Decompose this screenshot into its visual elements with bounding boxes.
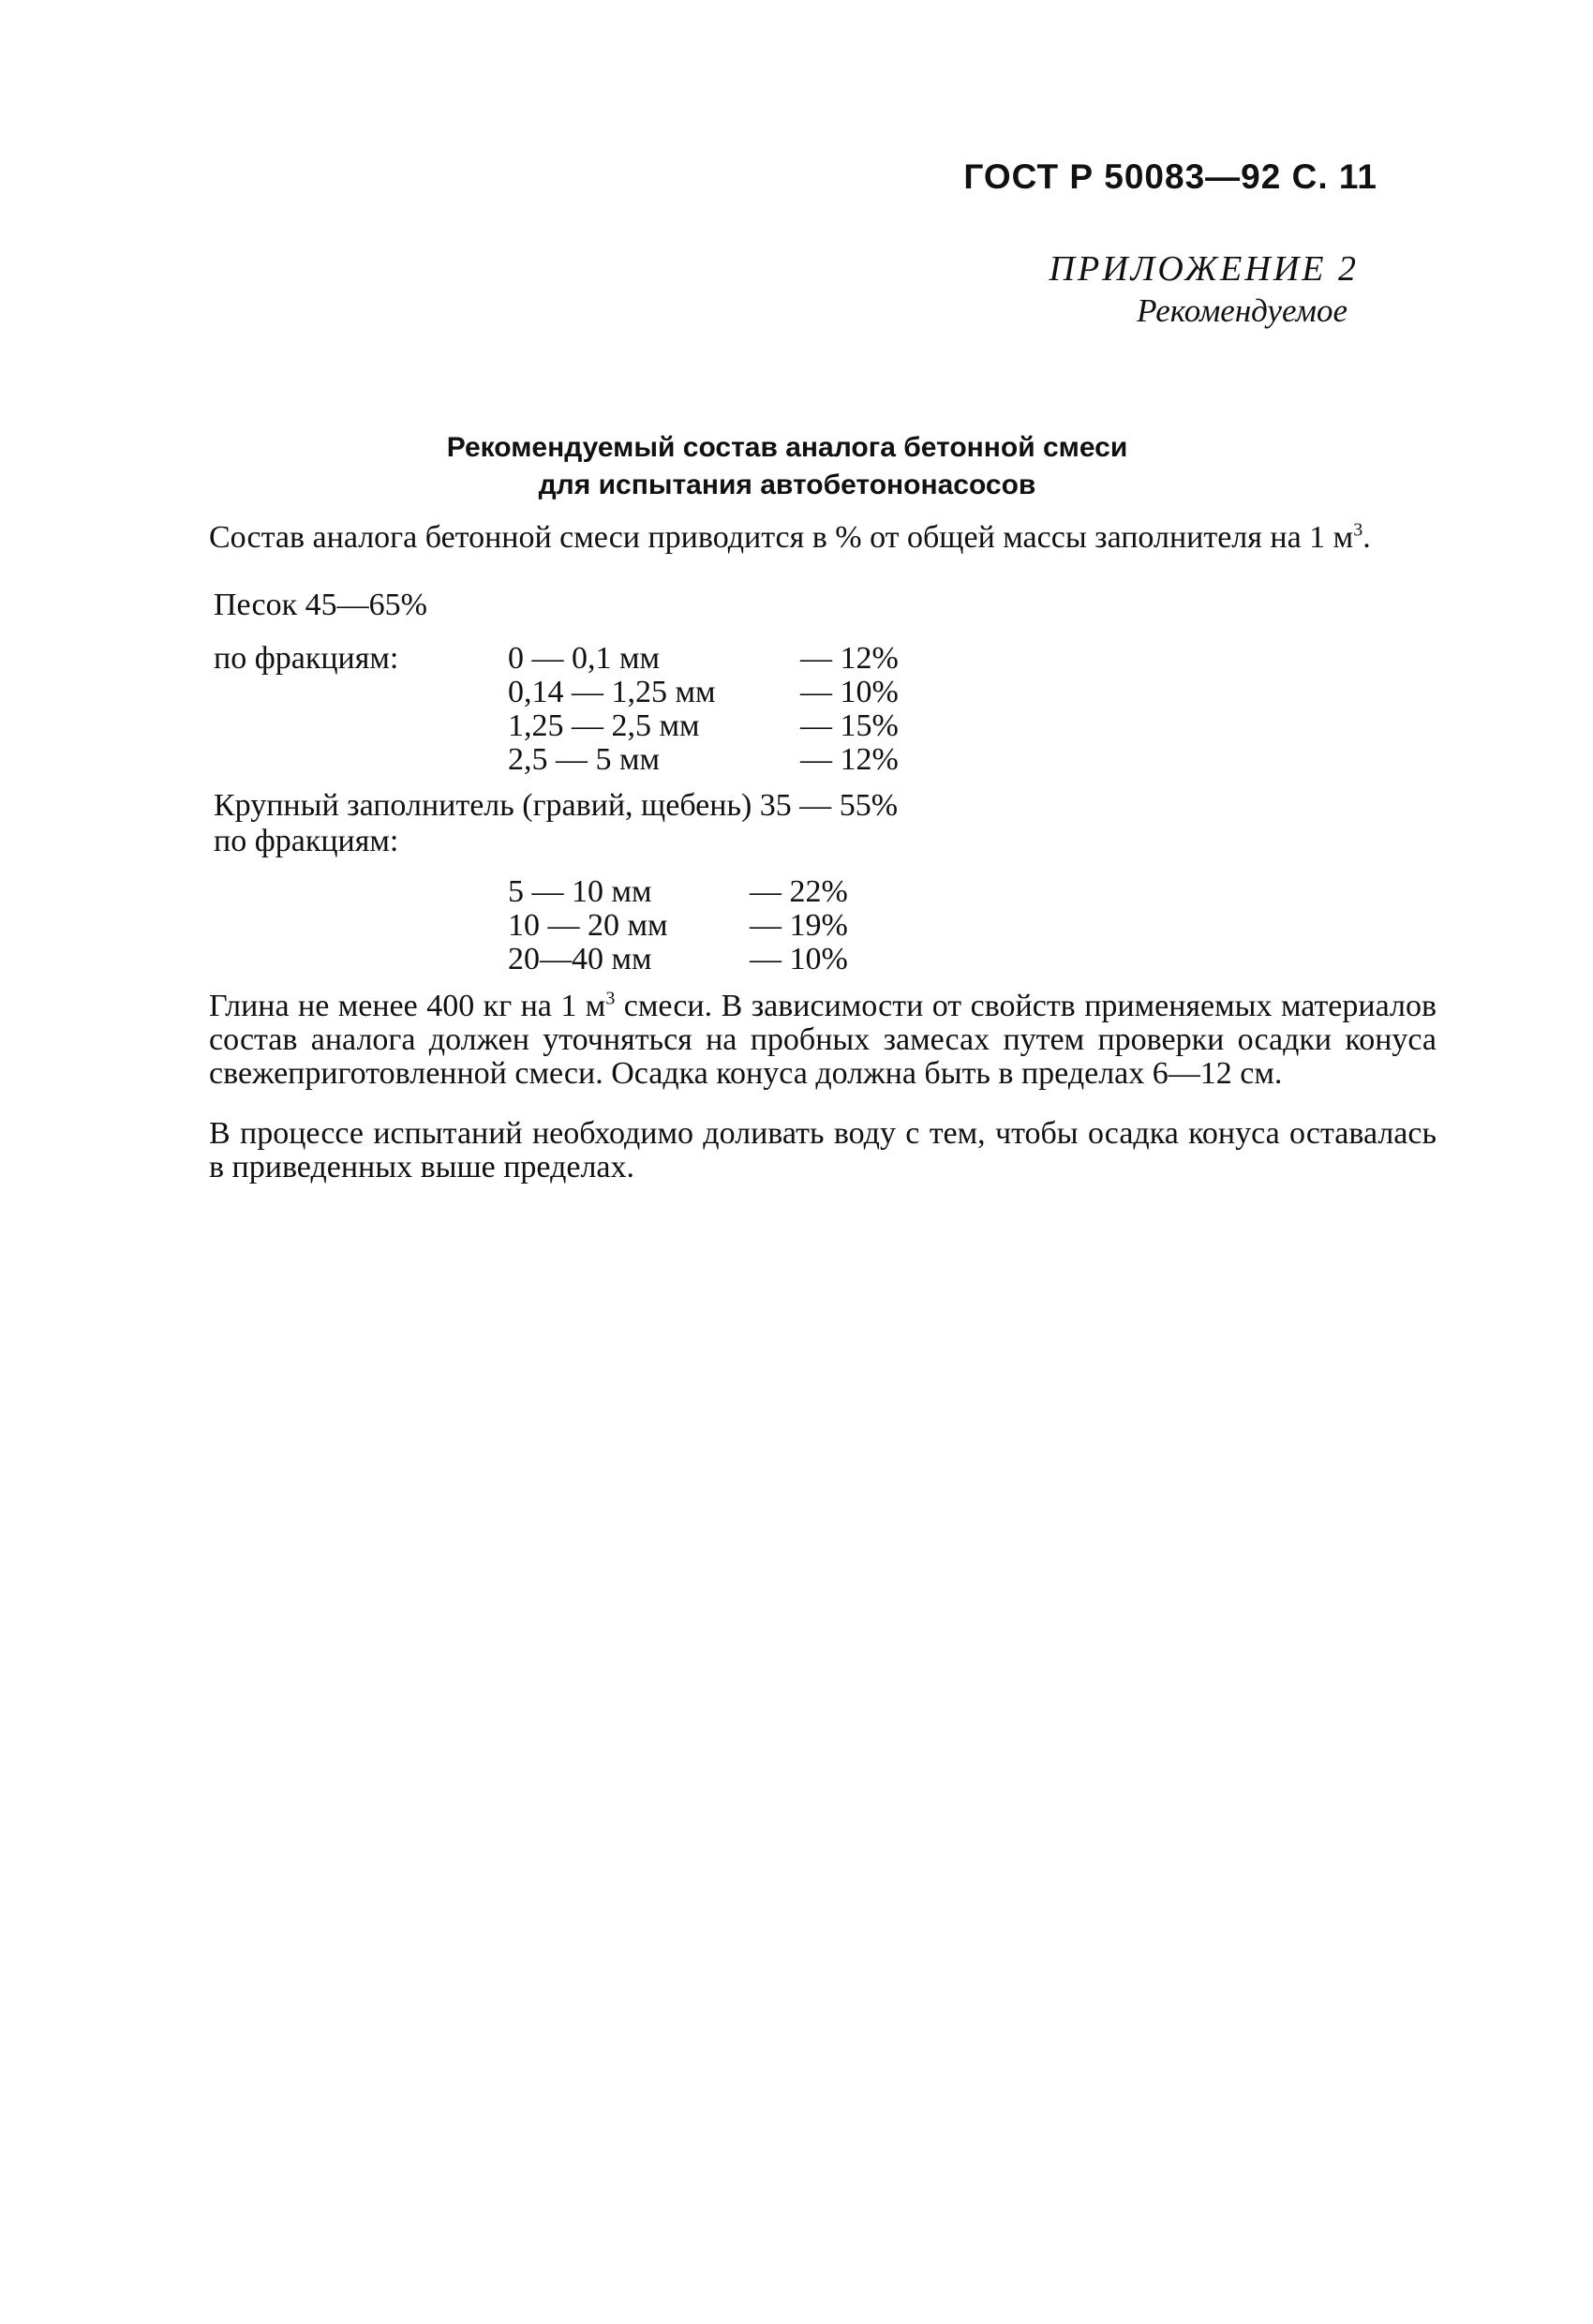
intro-text: Состав аналога бетонной смеси приводится в % от общей массы заполнителя на 1 м: [209, 520, 1354, 555]
coarse-aggregate-label: Крупный заполнитель (гравий, щебень) 35 — 55%: [214, 788, 899, 823]
clay-paragraph: [209, 990, 1437, 1091]
document-reference: ГОСТ Р 50083—92 С. 11: [963, 157, 1377, 196]
sand-label: Песок 45—65%: [214, 588, 427, 622]
intro-paragraph: [209, 521, 1437, 555]
table-row: [508, 676, 899, 709]
appendix-label: ПРИЛОЖЕНИЕ 2: [1049, 249, 1359, 289]
fraction-size: 10 — 20 мм: [508, 908, 668, 943]
clay-superscript: 3: [605, 988, 616, 1009]
coarse-fractions-table: [508, 875, 848, 976]
fraction-share: — 22%: [750, 874, 848, 909]
testing-paragraph: [209, 1117, 1437, 1184]
table-row: [508, 709, 899, 743]
clay-text-end: смеси. В зависимости от свойств применяемых материалов состав аналога должен уточняться на пробных замесах путем проверки осадки конуса свежеприготовленной смеси. Осадка конуса должна быть в пределах 6—12 см.: [209, 989, 1437, 1091]
table-row: [508, 743, 899, 777]
section-title-line-2: для испытания автобетононасосов: [538, 469, 1036, 500]
fraction-share: — 19%: [750, 908, 848, 943]
fraction-share: — 12%: [800, 742, 899, 777]
table-row: [508, 642, 899, 676]
sand-fractions-label: по фракциям:: [214, 641, 399, 676]
fraction-size: 1,25 — 2,5 мм: [508, 708, 700, 743]
intro-text-end: .: [1362, 520, 1371, 555]
section-title-line-1: Рекомендуемый состав аналога бетонной смеси: [446, 432, 1128, 463]
sand-fractions-table: [508, 642, 899, 777]
table-row: [508, 943, 848, 976]
fraction-size: 20—40 мм: [508, 942, 652, 976]
table-row: [508, 875, 848, 909]
table-row: [508, 909, 848, 943]
fraction-size: 5 — 10 мм: [508, 874, 652, 909]
fraction-size: 0 — 0,1 мм: [508, 641, 661, 676]
appendix-status: Рекомендуемое: [1137, 292, 1347, 329]
fraction-share: — 15%: [800, 708, 899, 743]
fraction-share: — 10%: [800, 675, 899, 709]
section-title: [328, 429, 1246, 504]
fraction-share: — 12%: [800, 641, 899, 676]
intro-superscript: 3: [1353, 519, 1363, 541]
fraction-size: 0,14 — 1,25 мм: [508, 675, 716, 709]
fraction-size: 2,5 — 5 мм: [508, 742, 661, 777]
testing-text: В процессе испытаний необходимо доливать воду с тем, чтобы осадка конуса оставалась в приведенных выше пределах.: [209, 1116, 1437, 1184]
fraction-share: — 10%: [750, 942, 848, 976]
coarse-fractions-label: по фракциям:: [214, 824, 399, 858]
clay-text: Глина не менее 400 кг на 1 м: [209, 989, 606, 1023]
